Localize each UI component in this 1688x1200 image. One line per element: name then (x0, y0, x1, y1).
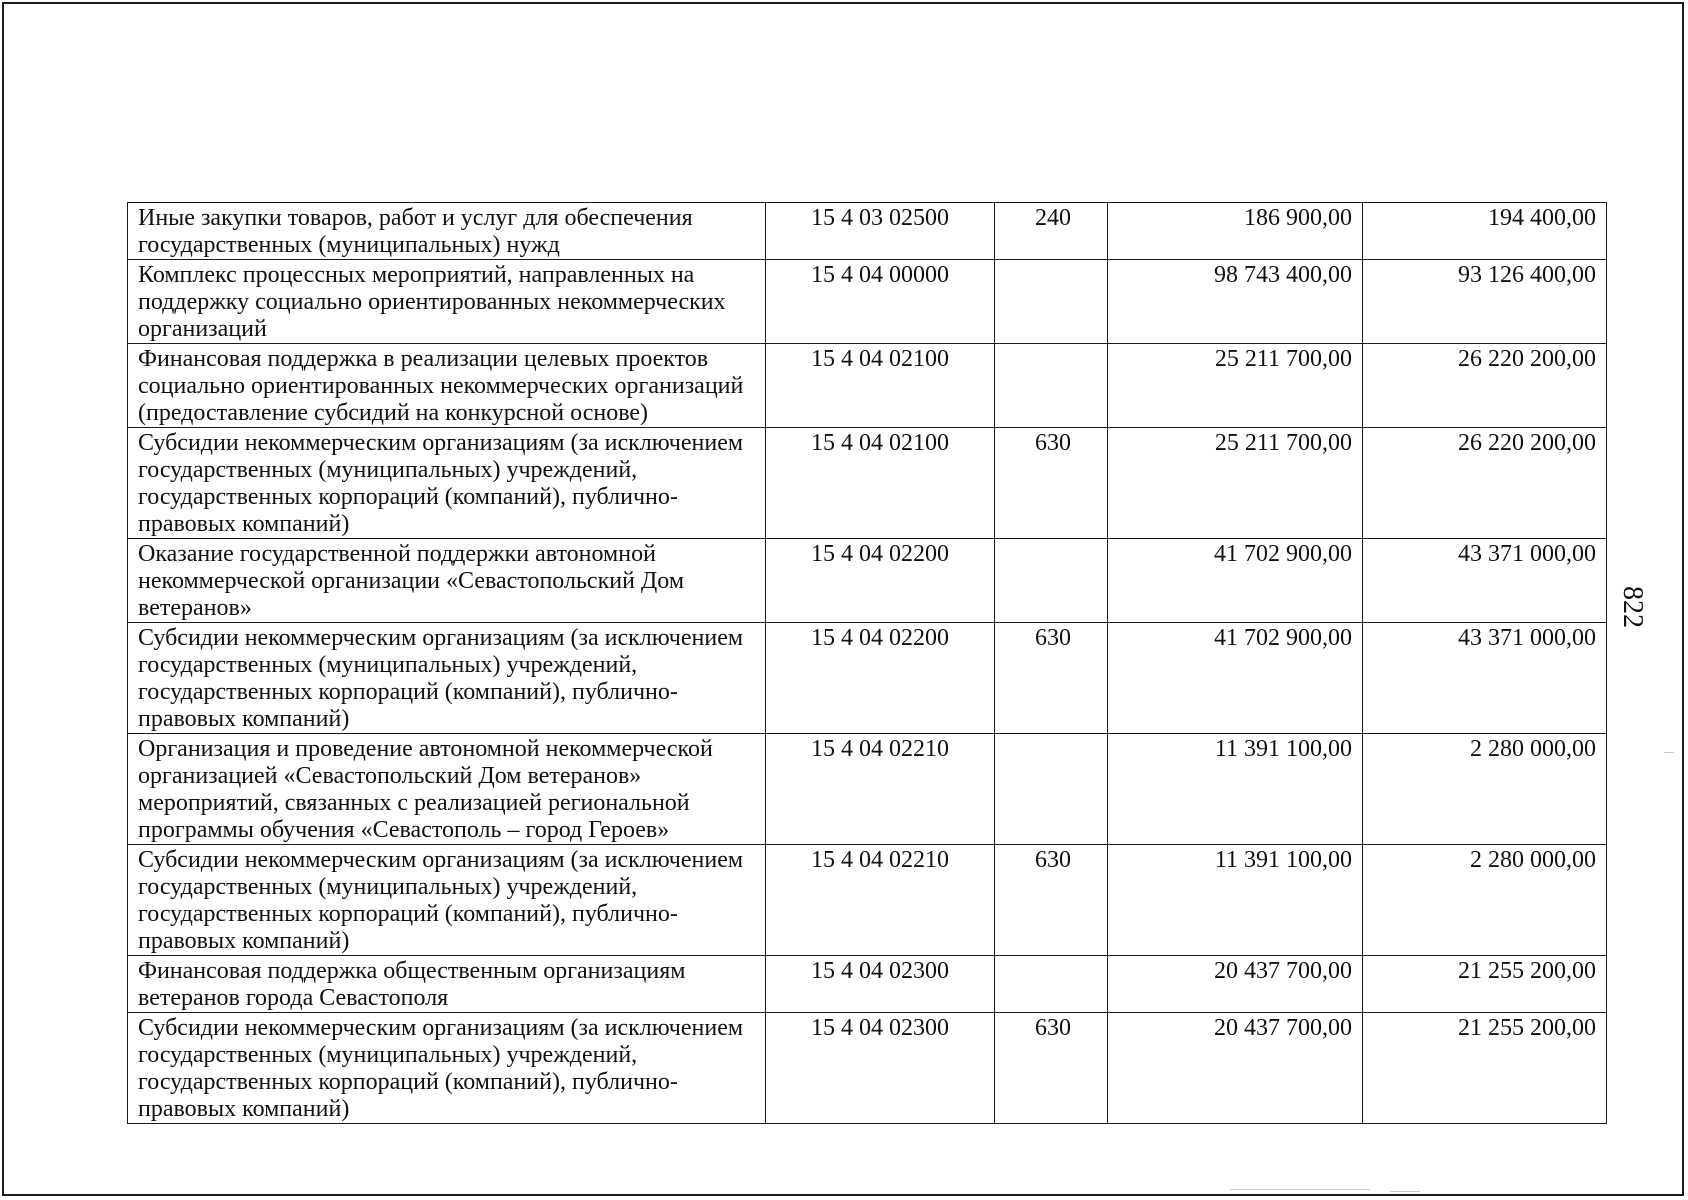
row-sum2-cell: 26 220 200,00 (1363, 428, 1607, 539)
table-row (128, 203, 1607, 260)
row-type-cell (995, 734, 1108, 845)
row-code-cell: 15 4 04 02100 (766, 428, 995, 539)
row-code-cell: 15 4 04 00000 (766, 260, 995, 344)
row-code-cell: 15 4 03 02500 (766, 203, 995, 260)
row-code-cell: 15 4 04 02200 (766, 623, 995, 734)
row-type-cell: 630 (995, 1013, 1108, 1124)
row-sum2-cell: 43 371 000,00 (1363, 623, 1607, 734)
table-row (128, 623, 1607, 734)
row-sum2-cell: 93 126 400,00 (1363, 260, 1607, 344)
budget-table (127, 202, 1607, 1124)
row-sum2-cell: 43 371 000,00 (1363, 539, 1607, 623)
row-sum1-cell: 11 391 100,00 (1108, 734, 1363, 845)
row-sum1-cell: 20 437 700,00 (1108, 1013, 1363, 1124)
row-name-cell: Субсидии некоммерческим организациям (за исключением государственных (муниципальных) учреждений, государственных корпораций (компаний), публично-правовых компаний) (128, 623, 766, 734)
row-sum2-cell: 194 400,00 (1363, 203, 1607, 260)
row-sum1-cell: 186 900,00 (1108, 203, 1363, 260)
row-name-cell: Субсидии некоммерческим организациям (за исключением государственных (муниципальных) учреждений, государственных корпораций (компаний), публично-правовых компаний) (128, 845, 766, 956)
row-code-cell: 15 4 04 02300 (766, 956, 995, 1013)
row-code-cell: 15 4 04 02210 (766, 845, 995, 956)
row-sum2-cell: 2 280 000,00 (1363, 845, 1607, 956)
row-type-cell (995, 260, 1108, 344)
scan-mark (1230, 1189, 1370, 1190)
table-row (128, 734, 1607, 845)
row-type-cell (995, 956, 1108, 1013)
row-sum1-cell: 11 391 100,00 (1108, 845, 1363, 956)
row-name-cell: Субсидии некоммерческим организациям (за исключением государственных (муниципальных) учреждений, государственных корпораций (компаний), публично-правовых компаний) (128, 428, 766, 539)
row-sum1-cell: 25 211 700,00 (1108, 344, 1363, 428)
row-sum1-cell: 98 743 400,00 (1108, 260, 1363, 344)
row-code-cell: 15 4 04 02300 (766, 1013, 995, 1124)
row-type-cell: 630 (995, 845, 1108, 956)
row-name-cell: Иные закупки товаров, работ и услуг для обеспечения государственных (муниципальных) нужд (128, 203, 766, 260)
row-sum2-cell: 21 255 200,00 (1363, 956, 1607, 1013)
row-code-cell: 15 4 04 02200 (766, 539, 995, 623)
table-row (128, 260, 1607, 344)
table-row (128, 1013, 1607, 1124)
row-code-cell: 15 4 04 02210 (766, 734, 995, 845)
row-type-cell: 630 (995, 623, 1108, 734)
row-sum1-cell: 20 437 700,00 (1108, 956, 1363, 1013)
table-row (128, 956, 1607, 1013)
table-row (128, 845, 1607, 956)
budget-table-body (128, 203, 1607, 1124)
row-type-cell (995, 539, 1108, 623)
row-name-cell: Комплекс процессных мероприятий, направленных на поддержку социально ориентированных некоммерческих организаций (128, 260, 766, 344)
scan-mark (1664, 752, 1674, 753)
row-code-cell: 15 4 04 02100 (766, 344, 995, 428)
row-sum1-cell: 41 702 900,00 (1108, 539, 1363, 623)
row-name-cell: Оказание государственной поддержки автономной некоммерческой организации «Севастопольский Дом ветеранов» (128, 539, 766, 623)
row-sum2-cell: 26 220 200,00 (1363, 344, 1607, 428)
page-number: 822 (1617, 586, 1648, 628)
row-name-cell: Организация и проведение автономной некоммерческой организацией «Севастопольский Дом ветеранов» мероприятий, связанных с реализацией региональной программы обучения «Севастополь – город Героев» (128, 734, 766, 845)
table-row (128, 428, 1607, 539)
row-name-cell: Субсидии некоммерческим организациям (за исключением государственных (муниципальных) учреждений, государственных корпораций (компаний), публично-правовых компаний) (128, 1013, 766, 1124)
row-type-cell: 630 (995, 428, 1108, 539)
row-sum1-cell: 25 211 700,00 (1108, 428, 1363, 539)
row-type-cell: 240 (995, 203, 1108, 260)
scan-mark (1390, 1191, 1420, 1192)
row-sum1-cell: 41 702 900,00 (1108, 623, 1363, 734)
row-type-cell (995, 344, 1108, 428)
table-row (128, 539, 1607, 623)
row-sum2-cell: 2 280 000,00 (1363, 734, 1607, 845)
table-row (128, 344, 1607, 428)
row-name-cell: Финансовая поддержка общественным организациям ветеранов города Севастополя (128, 956, 766, 1013)
row-name-cell: Финансовая поддержка в реализации целевых проектов социально ориентированных некоммерческих организаций (предоставление субсидий на конкурсной основе) (128, 344, 766, 428)
row-sum2-cell: 21 255 200,00 (1363, 1013, 1607, 1124)
